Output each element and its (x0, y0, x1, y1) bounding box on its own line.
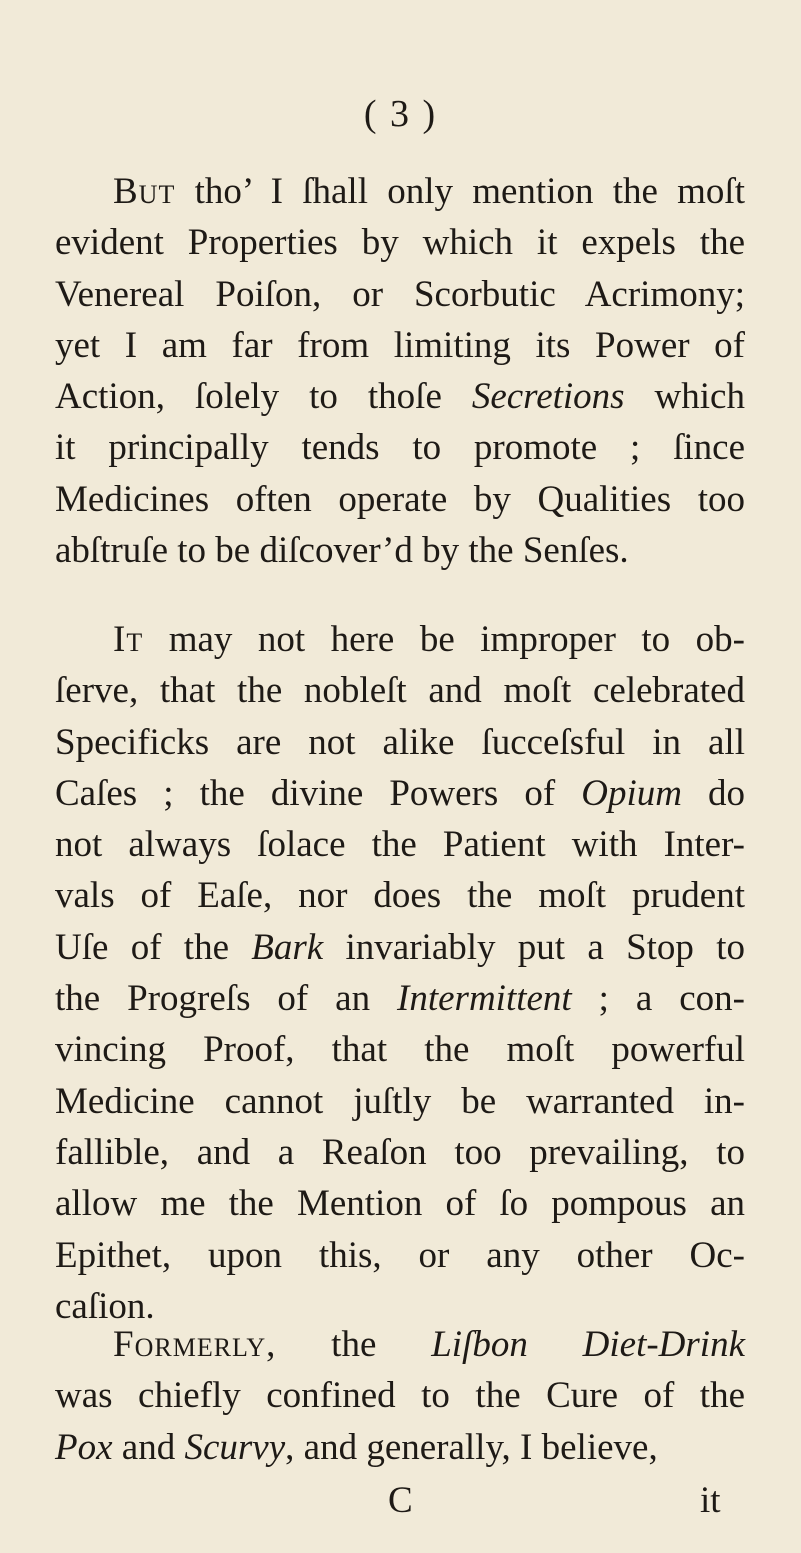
page-footer (0, 1475, 801, 1526)
text-line (55, 1422, 745, 1473)
text-line (55, 525, 745, 576)
catchword: it (700, 1480, 721, 1521)
italic-term: Opium (581, 772, 682, 814)
text-run: vals of Eaſe, nor does the moſt prudent (55, 875, 745, 917)
paragraph-3 (55, 1319, 745, 1473)
text-run: Venereal Poiſon, or Scorbutic Acrimony; (55, 273, 745, 315)
italic-term: Secretions (471, 376, 625, 418)
text-run: invariably put a Stop to (323, 926, 745, 968)
small-caps-lead: It (113, 619, 144, 660)
text-run: was chiefly confined to the Cure of the (55, 1375, 745, 1417)
small-caps-lead: But (113, 171, 176, 212)
text-run: and (112, 1426, 185, 1468)
text-run: tho’ I ſhall only mention the moſt (175, 171, 745, 212)
text-line (55, 1319, 745, 1370)
text-run: ſerve, that the nobleſt and moſt celebrated (55, 670, 745, 712)
text-run: Caſes ; the divine Powers of (55, 772, 582, 814)
text-line (55, 1076, 745, 1127)
italic-term: Scurvy (184, 1426, 286, 1468)
text-run: caſion. (55, 1285, 155, 1327)
text-run: not always ſolace the Patient with Inter- (55, 824, 745, 866)
text-run: the Progreſs of an (55, 978, 398, 1020)
text-line (55, 1230, 745, 1281)
text-run: the (276, 1324, 432, 1365)
text-run: , and generally, I believe, (285, 1426, 658, 1468)
text-line (55, 474, 745, 525)
text-line (55, 1178, 745, 1229)
text-line (55, 870, 745, 921)
text-run: Uſe of the (55, 926, 252, 968)
text-line (55, 1024, 745, 1075)
text-run: evident Properties by which it expels the (55, 222, 745, 264)
text-run: yet I am far from limiting its Power of (55, 324, 745, 366)
text-line (55, 614, 745, 665)
italic-term: Intermittent (397, 978, 572, 1020)
text-run: which (624, 376, 745, 418)
text-line (55, 371, 745, 422)
italic-term: Bark (251, 926, 324, 968)
text-run: Epithet, upon this, or any other Oc- (55, 1234, 745, 1276)
text-line (55, 922, 745, 973)
text-line (55, 320, 745, 371)
paragraph-1 (55, 166, 745, 576)
text-run: do (681, 772, 745, 814)
text-line (55, 269, 745, 320)
text-line (55, 1127, 745, 1178)
text-run: allow me the Mention of ſo pompous an (55, 1183, 745, 1225)
text-line (55, 422, 745, 473)
text-run: Action, ſolely to thoſe (55, 376, 472, 418)
small-caps-lead: Formerly, (113, 1324, 277, 1365)
signature-mark: C (388, 1480, 413, 1521)
text-run: fallible, and a Reaſon too prevailing, to (55, 1131, 745, 1173)
text-line (55, 717, 745, 768)
text-line (55, 973, 745, 1024)
paragraph-2 (55, 614, 745, 1332)
italic-term: Pox (55, 1426, 113, 1468)
text-line (55, 819, 745, 870)
text-line (55, 665, 745, 716)
text-line (55, 768, 745, 819)
text-run: Specificks are not alike ſucceſsful in all (55, 721, 745, 763)
text-run: vincing Proof, that the moſt powerful (55, 1029, 745, 1071)
text-run: Medicine cannot juſtly be warranted in- (55, 1080, 745, 1122)
text-run: may not here be improper to ob- (143, 619, 745, 660)
text-line (55, 217, 745, 268)
text-line (55, 1370, 745, 1421)
italic-term: Liſbon Diet-Drink (431, 1324, 746, 1365)
page-number: ( 3 ) (363, 93, 438, 135)
text-line (55, 166, 745, 217)
text-run: ; a con- (571, 978, 745, 1020)
text-run: it principally tends to promote ; ſince (55, 427, 745, 469)
text-run: abſtruſe to be diſcover’d by the Senſes. (55, 530, 629, 572)
text-run: Medicines often operate by Qualities too (55, 478, 745, 520)
